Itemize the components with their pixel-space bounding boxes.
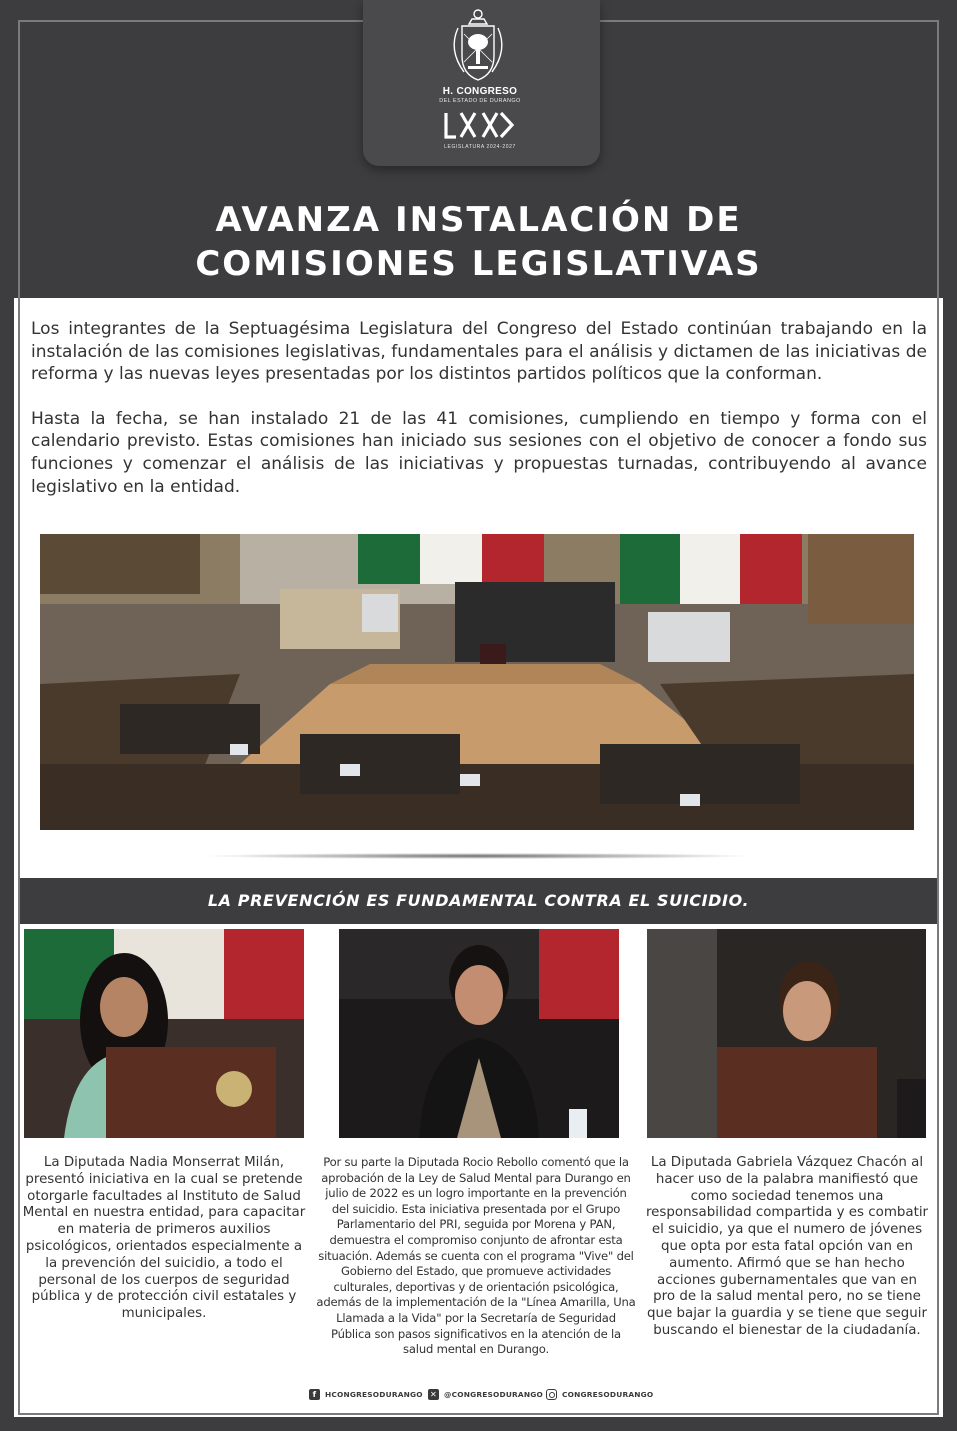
frame-left: [0, 0, 14, 1431]
intro-text: [31, 318, 927, 498]
institution-name: H. CONGRESO: [442, 86, 518, 97]
congress-emblem-icon: [442, 6, 514, 84]
institution-subtitle: DEL ESTADO DE DURANGO: [439, 98, 521, 104]
speaker-photo-nadia: [24, 929, 304, 1138]
caption-gabriela: La Diputada Gabriela Vázquez Chacón al hacer uso de la palabra manifiestó que como sociedad tenemos una responsabilidad compartida y es combatir el suicidio, ya que el numero de jóvenes que opta por esta fatal opción van en aumento. Afirmó que se han hecho acciones gubernamentales que van en pro de la salud mental pero, no se tiene que bajar la guardia y se tiene que seguir buscando el bienestar de la ciudadanía.: [645, 1155, 929, 1338]
title-line-1: AVANZA INSTALACIÓN DE: [215, 200, 742, 240]
instagram-handle: CONGRESODURANGO: [562, 1389, 654, 1399]
x-handle: @CONGRESODURANGO: [444, 1389, 543, 1399]
facebook-handle: HCONGRESODURANGO: [325, 1389, 423, 1399]
page-title: [30, 198, 927, 286]
frame-right: [943, 0, 957, 1431]
caption-nadia: La Diputada Nadia Monserrat Milán, presentó iniciativa en la cual se pretende otorgarle facultades al Instituto de Salud Mental en nuestra entidad, para capacitar en materia de primeros auxilios psicológicos, orientados especialmente a la prevención del suicidio, a todo el personal de los cuerpos de seguridad pública y de protección civil estatales y municipales.: [22, 1155, 306, 1322]
speaker-photo-rocio: [339, 929, 619, 1138]
instagram-icon: [546, 1389, 557, 1400]
social-facebook[interactable]: [309, 1385, 423, 1403]
facebook-icon: f: [309, 1389, 320, 1400]
caption-rocio: Por su parte la Diputada Rocio Rebollo comentó que la aprobación de la Ley de Salud Mental para Durango en julio de 2022 es un logro importante en la prevención del suicidio. Esta iniciativa presentada por el Grupo Parlamentario del PRI, seguida por Morena y PAN, demuestra el compromiso conjunto de afrontar esta situación. Además se cuenta con el programa "Vive" del Gobierno del Estado, que promueve actividades culturales, deportivas y de orientación psicológica, además de la implementación de la "Línea Amarilla, Una Llamada a la Vida" por la Secretaría de Seguridad Pública son pasos significativos en la atención de la salud mental en Durango.: [316, 1155, 636, 1357]
chamber-photo: [40, 534, 914, 830]
legislature-label: LEGISLATURA 2024-2027: [444, 144, 516, 150]
legislature-lxx-logo: [443, 110, 515, 140]
title-line-2: COMISIONES LEGISLATIVAS: [195, 244, 762, 284]
section-title: LA PREVENCIÓN ES FUNDAMENTAL CONTRA EL SUICIDIO.: [207, 891, 750, 910]
intro-paragraph-2: Hasta la fecha, se han instalado 21 de las 41 comisiones, cumpliendo en tiempo y forma con el calendario previsto. Estas comisiones han iniciado sus sesiones con el objetivo de conocer a fondo sus funciones y comenzar el análisis de las iniciativas y propuestas turnadas, contribuyendo al avance legislativo en la entidad.: [31, 408, 927, 497]
x-icon: ✕: [428, 1389, 439, 1400]
social-instagram[interactable]: [546, 1385, 653, 1403]
social-x[interactable]: [428, 1385, 543, 1403]
speaker-photo-gabriela: [647, 929, 926, 1138]
frame-bottom: [0, 1417, 957, 1431]
intro-paragraph-1: Los integrantes de la Septuagésima Legislatura del Congreso del Estado continúan trabajando en la instalación de las comisiones legislativas, fundamentales para el análisis y dictamen de las iniciativas de reforma y las nuevas leyes presentadas por los distintos partidos políticos que la conforman.: [31, 319, 927, 385]
section-divider: [208, 853, 748, 859]
